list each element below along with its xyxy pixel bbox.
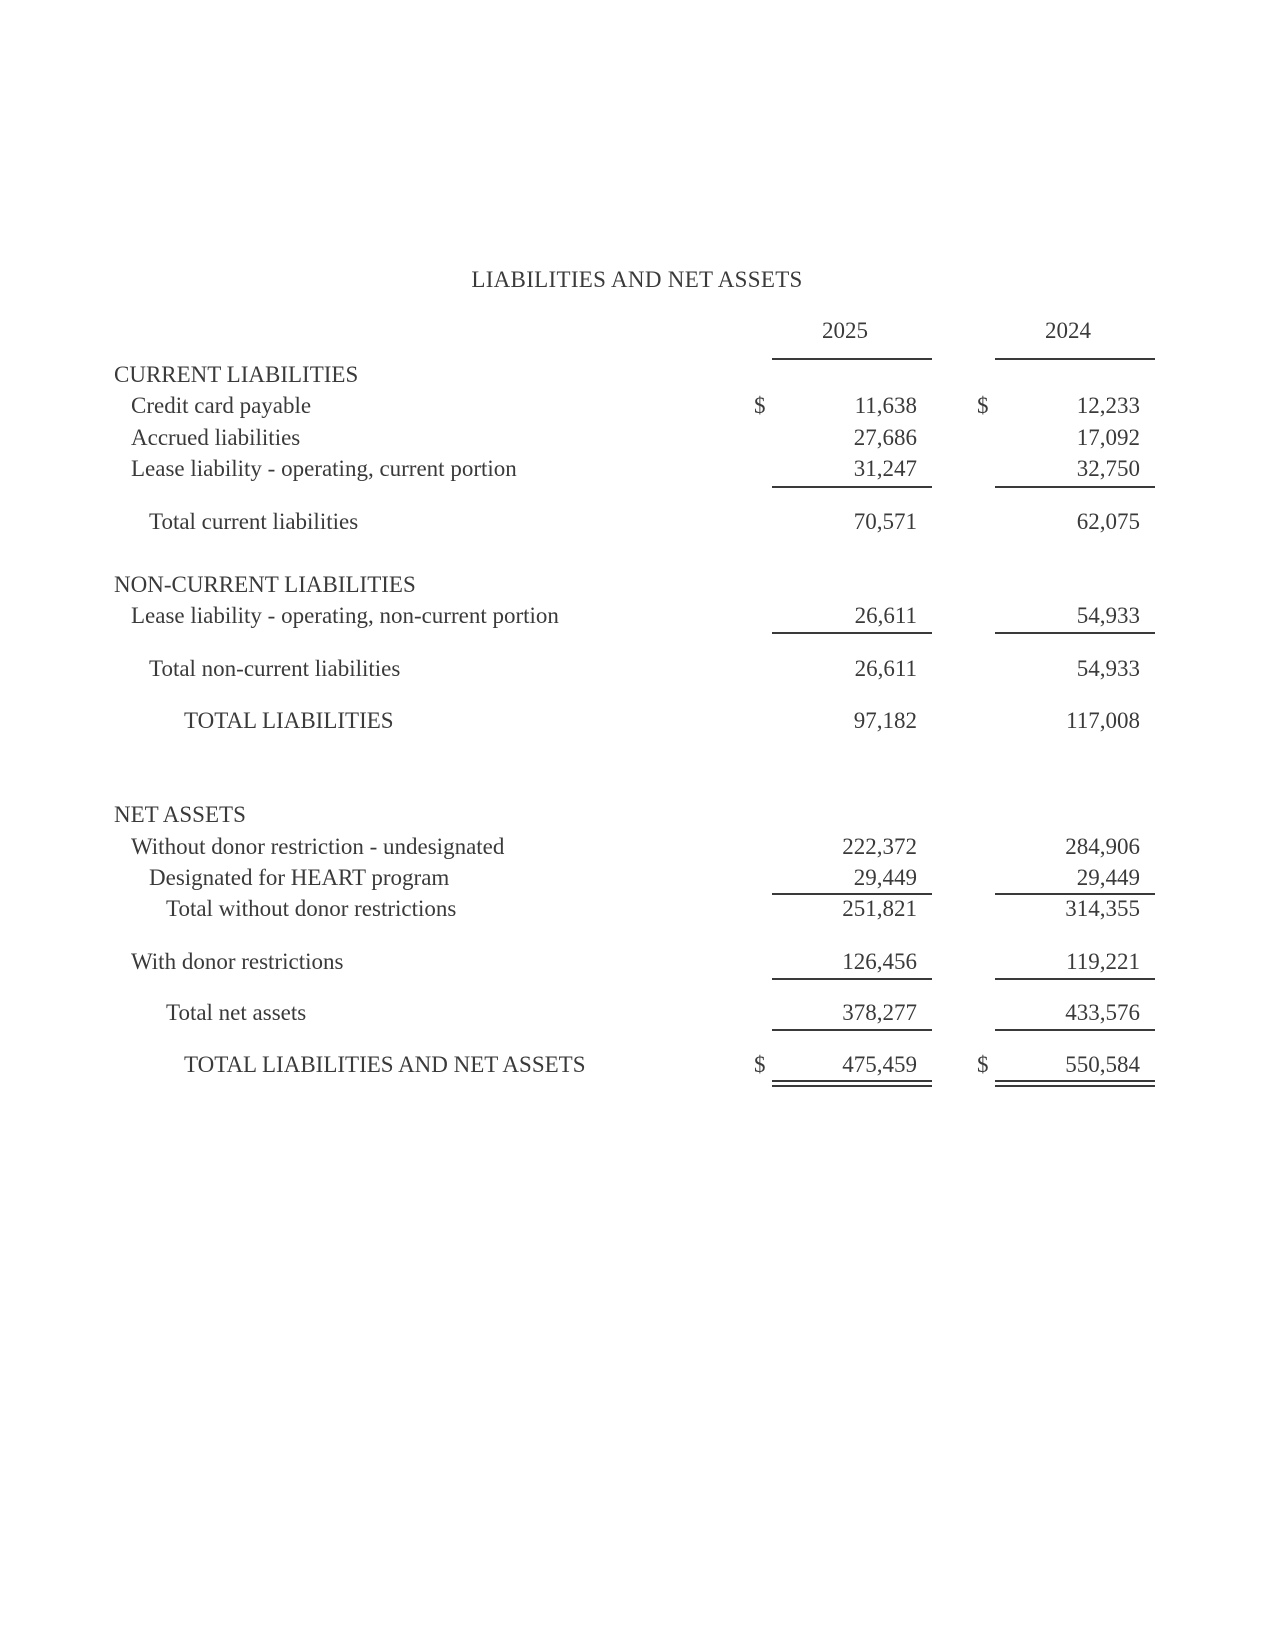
row-total-non-current-liabilities [0, 654, 1274, 684]
statement-title: LIABILITIES AND NET ASSETS [471, 267, 803, 292]
value-2024: 314,355 [1065, 896, 1140, 921]
value-2024: 119,221 [1066, 949, 1140, 974]
row-with-donor-restrictions [0, 947, 1274, 977]
row-without-donor-undesignated [0, 832, 1274, 862]
year-header-row [0, 316, 1274, 346]
double-underline-2024-total [995, 1080, 1155, 1087]
row-label: Lease liability - operating, non-current portion [131, 603, 559, 628]
double-underline-2025-total [772, 1080, 932, 1087]
row-label: With donor restrictions [131, 949, 344, 974]
value-2025: 70,571 [853, 509, 917, 534]
underline-2025-non-current [772, 632, 932, 634]
underline-2025-net-assets [772, 1029, 932, 1031]
value-2025: 31,247 [853, 456, 917, 481]
row-label: Lease liability - operating, current portion [131, 456, 517, 481]
row-label: Without donor restriction - undesignated [131, 834, 505, 859]
dollar-sign: $ [977, 393, 989, 418]
value-2025: 26,611 [854, 656, 917, 681]
row-label: TOTAL LIABILITIES AND NET ASSETS [184, 1052, 586, 1077]
value-2024: 32,750 [1076, 456, 1140, 481]
row-total-current-liabilities [0, 507, 1274, 537]
underline-2024-with-restrictions [995, 978, 1155, 980]
value-2025: 126,456 [842, 949, 917, 974]
value-2024: 12,233 [1076, 393, 1140, 418]
value-2024: 29,449 [1076, 865, 1140, 890]
value-2025: 29,449 [853, 865, 917, 890]
row-total-liabilities [0, 706, 1274, 736]
value-2024: 433,576 [1065, 1000, 1140, 1025]
underline-2025-current [772, 486, 932, 488]
dollar-sign: $ [977, 1052, 989, 1077]
value-2025: 222,372 [842, 834, 917, 859]
value-2024: 62,075 [1076, 509, 1140, 534]
value-2024: 284,906 [1065, 834, 1140, 859]
value-2025: 475,459 [842, 1052, 917, 1077]
value-2024: 550,584 [1065, 1052, 1140, 1077]
value-2025: 26,611 [854, 603, 917, 628]
row-label: Total without donor restrictions [166, 896, 457, 921]
row-label: Total non-current liabilities [149, 656, 401, 681]
value-2024: 54,933 [1076, 603, 1140, 628]
section-heading-current-liabilities: CURRENT LIABILITIES [114, 362, 359, 387]
year-2025-header: 2025 [822, 318, 868, 343]
underline-2024-non-current [995, 632, 1155, 634]
underline-2024-current [995, 486, 1155, 488]
row-label: Designated for HEART program [149, 865, 450, 890]
value-2024: 17,092 [1076, 425, 1140, 450]
row-label: Credit card payable [131, 393, 312, 418]
section-heading-non-current-liabilities: NON-CURRENT LIABILITIES [114, 572, 416, 597]
row-designated-heart-program [0, 863, 1274, 893]
value-2025: 11,638 [854, 393, 917, 418]
row-total-liabilities-and-net-assets [0, 1050, 1274, 1080]
row-lease-liability-current [0, 454, 1274, 484]
value-2025: 27,686 [853, 425, 917, 450]
value-2025: 97,182 [853, 708, 917, 733]
row-accrued-liabilities [0, 423, 1274, 453]
dollar-sign: $ [754, 1052, 766, 1077]
row-credit-card-payable [0, 391, 1274, 421]
row-label: Total current liabilities [149, 509, 359, 534]
value-2025: 378,277 [842, 1000, 917, 1025]
row-lease-liability-non-current [0, 601, 1274, 631]
underline-2025-with-restrictions [772, 978, 932, 980]
year-2024-header: 2024 [1045, 318, 1091, 343]
value-2024: 54,933 [1076, 656, 1140, 681]
underline-2024-net-assets [995, 1029, 1155, 1031]
row-label: Accrued liabilities [131, 425, 301, 450]
dollar-sign: $ [754, 393, 766, 418]
row-label: Total net assets [166, 1000, 307, 1025]
value-2025: 251,821 [842, 896, 917, 921]
row-total-without-donor-restrictions [0, 894, 1274, 924]
value-2024: 117,008 [1066, 708, 1140, 733]
section-heading-net-assets: NET ASSETS [114, 802, 246, 827]
row-total-net-assets [0, 998, 1274, 1028]
row-label: TOTAL LIABILITIES [184, 708, 394, 733]
